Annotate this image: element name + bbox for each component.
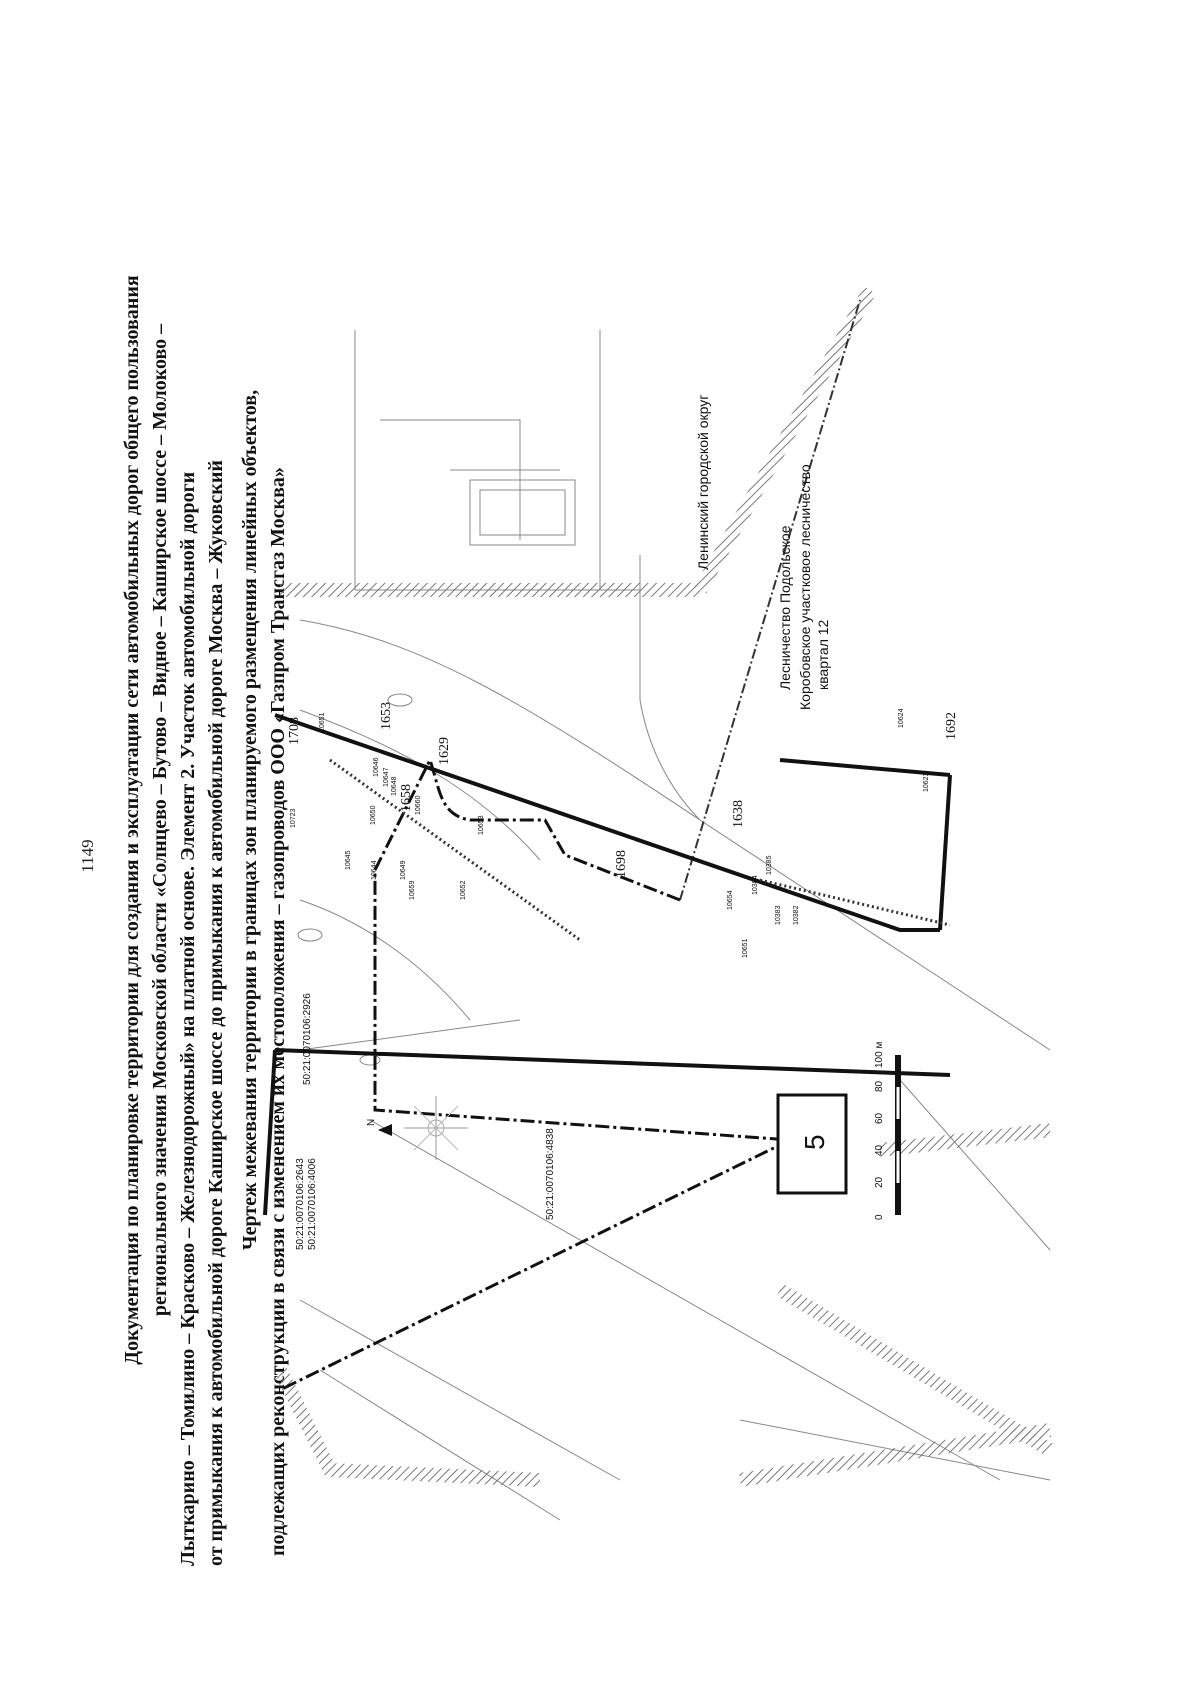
zone-1698: 1698 — [614, 850, 629, 878]
point-label: 10645 — [345, 850, 352, 870]
point-label: 10652 — [460, 880, 467, 900]
point-label: 10653 — [478, 815, 485, 835]
point-label: 10651 — [742, 938, 749, 958]
point-label: 10651 — [319, 712, 326, 732]
dotted-lines — [330, 760, 950, 940]
cadastral-number: 50:21:0070106:4838 — [545, 1128, 556, 1220]
point-label: 10647 — [383, 767, 390, 787]
zone-labels — [287, 702, 959, 878]
forestry-line-2: Коробовское участковое лесничество — [797, 464, 813, 710]
cadastral-number: 50:21:0070106:2643 — [295, 1158, 306, 1250]
point-label: 10654 — [727, 890, 734, 910]
title-line-5: Чертеж межевания территории в границах зон планируемого размещения линейных объектов, — [239, 389, 261, 1251]
cadastral-number: 50:21:0070106:4006 — [307, 1158, 318, 1250]
district-label: Ленинский городской округ — [695, 394, 711, 570]
page-number: 1149 — [78, 839, 97, 873]
title-line-3: Лыткарино – Томилино – Красково – Железнодорожный» на платной основе. Элемент 2. Участок автомобильной дороги — [177, 471, 199, 1566]
sheet-number-box — [778, 1095, 846, 1193]
point-label: 10723 — [290, 808, 297, 828]
point-label: 10648 — [391, 776, 398, 796]
zone-1629: 1629 — [437, 737, 452, 765]
point-label: 10650 — [370, 805, 377, 825]
point-label: 10623 — [923, 772, 930, 792]
scale-tick: 80 — [874, 1080, 885, 1092]
title-line-6: подлежащих реконструкции в связи с изменением их местоположения – газопроводов ООО «Газпром Трансгаз Москва» — [267, 467, 289, 1556]
scale-tick: 0 — [874, 1214, 885, 1220]
sheet-number: 5 — [799, 1134, 830, 1150]
cadastral-number: 50:21:0070106:2926 — [302, 993, 313, 1085]
zone-1638: 1638 — [731, 800, 746, 828]
title-line-2: регионального значения Московской области «Солнцево – Бутово – Видное – Каширское шоссе – Молоково – — [149, 323, 171, 1317]
point-label: 10659 — [409, 880, 416, 900]
point-label: 10384 — [752, 875, 759, 895]
point-label: 10383 — [775, 905, 782, 925]
zone-1658: 1658 — [399, 784, 414, 812]
scale-tick: 20 — [874, 1176, 885, 1188]
zone-1653: 1653 — [379, 702, 394, 730]
scale-tick: 40 — [874, 1144, 885, 1156]
forestry-line-3: квартал 12 — [815, 619, 831, 690]
point-label: 10385 — [766, 855, 773, 875]
title-line-4: от примыкания к автомобильной дороге Каширское шоссе до примыкания к автомобильной дороге Москва – Жуковский — [205, 460, 227, 1566]
point-label: 10624 — [898, 708, 905, 728]
point-label: 10646 — [373, 757, 380, 777]
point-label: 10649 — [400, 860, 407, 880]
scale-tick: 100 м — [874, 1041, 885, 1068]
forestry-line-1: Лесничество Подольское — [777, 525, 793, 690]
zone-1692: 1692 — [944, 712, 959, 740]
point-label: 10660 — [415, 795, 422, 815]
point-label: 10382 — [793, 905, 800, 925]
municipal-border — [280, 290, 1050, 1480]
scale-tick: 60 — [874, 1112, 885, 1124]
zone-1708: 1708 — [287, 717, 302, 745]
north-label: N — [366, 1118, 377, 1126]
north-arrow-icon — [366, 1096, 468, 1160]
scale-bar — [874, 1042, 898, 1220]
background-parcels — [298, 330, 1050, 1520]
point-label: 10644 — [371, 860, 378, 880]
title-line-1: Документация по планировке территории для создания и эксплуатации сети автомобильных дорог общего пользования — [121, 275, 143, 1365]
